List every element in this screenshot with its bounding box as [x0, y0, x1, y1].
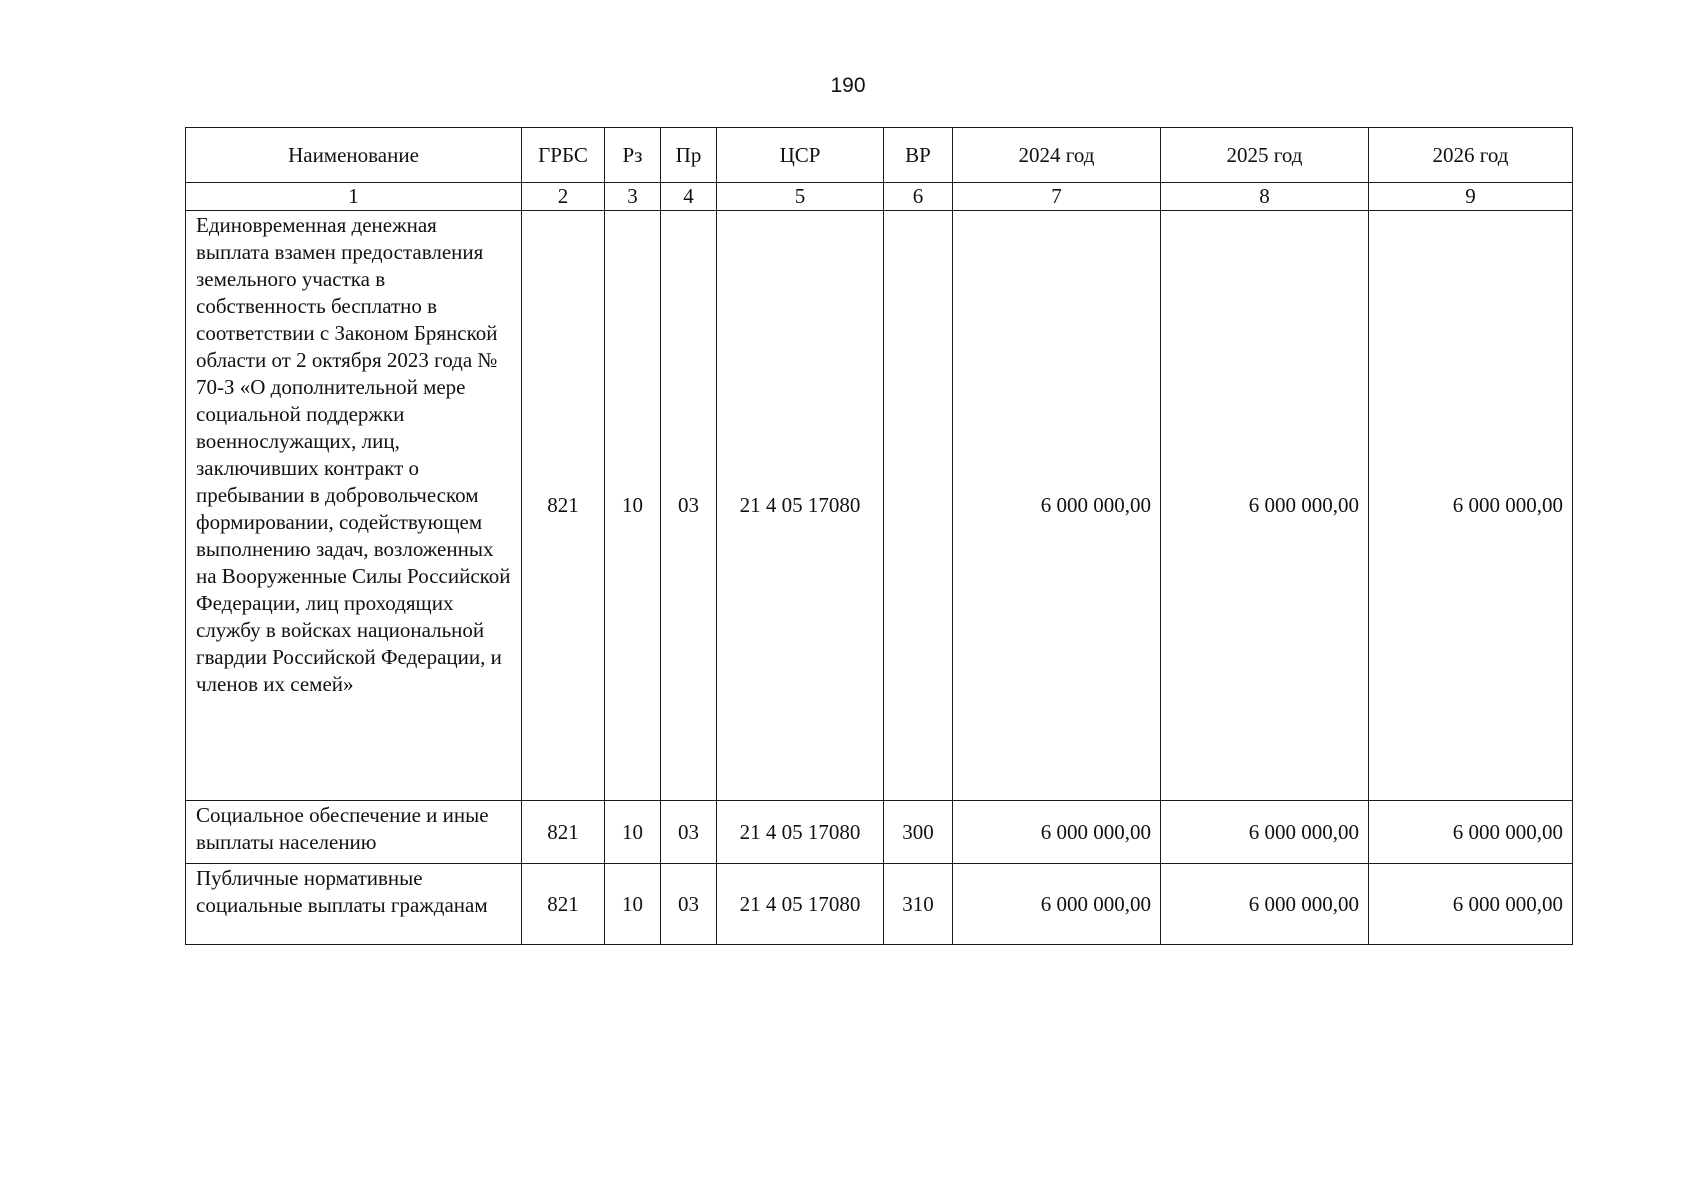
table-row — [186, 864, 1573, 945]
row-2024: 6 000 000,00 — [953, 211, 1161, 801]
header-vr: ВР — [884, 128, 953, 183]
row-csr: 21 4 05 17080 — [717, 801, 884, 864]
column-number: 8 — [1161, 183, 1369, 211]
budget-table — [185, 127, 1573, 945]
row-grbs: 821 — [522, 864, 605, 945]
header-row — [186, 128, 1573, 183]
column-number: 7 — [953, 183, 1161, 211]
row-2025: 6 000 000,00 — [1161, 864, 1369, 945]
row-vr — [884, 211, 953, 801]
row-2026: 6 000 000,00 — [1369, 864, 1573, 945]
row-2025: 6 000 000,00 — [1161, 211, 1369, 801]
header-pr: Пр — [661, 128, 717, 183]
column-number: 1 — [186, 183, 522, 211]
header-2026: 2026 год — [1369, 128, 1573, 183]
row-pr: 03 — [661, 211, 717, 801]
row-csr: 21 4 05 17080 — [717, 864, 884, 945]
row-vr: 310 — [884, 864, 953, 945]
table-row — [186, 211, 1573, 801]
row-grbs: 821 — [522, 211, 605, 801]
row-pr: 03 — [661, 801, 717, 864]
row-name: Социальное обеспечение и иные выплаты населению — [186, 801, 522, 864]
header-grbs: ГРБС — [522, 128, 605, 183]
row-name: Единовременная денежная выплата взамен предоставления земельного участка в собственность бесплатно в соответствии с Законом Брянской области от 2 октября 2023 года № 70-З «О дополнительной мере социальной поддержки военнослужащих, лиц, заключивших контракт о пребывании в добровольческом формировании, содействующем выполнению задач, возложенных на Вооруженные Силы Российской Федерации, лиц проходящих службу в войсках национальной гвардии Российской Федерации, и членов их семей» — [186, 211, 522, 801]
row-pr: 03 — [661, 864, 717, 945]
column-number: 6 — [884, 183, 953, 211]
row-rz: 10 — [605, 801, 661, 864]
header-rz: Рз — [605, 128, 661, 183]
row-rz: 10 — [605, 211, 661, 801]
header-2024: 2024 год — [953, 128, 1161, 183]
header-name: Наименование — [186, 128, 522, 183]
table-row — [186, 801, 1573, 864]
page-number: 190 — [830, 74, 866, 97]
header-csr: ЦСР — [717, 128, 884, 183]
row-2024: 6 000 000,00 — [953, 864, 1161, 945]
header-2025: 2025 год — [1161, 128, 1369, 183]
row-2024: 6 000 000,00 — [953, 801, 1161, 864]
row-grbs: 821 — [522, 801, 605, 864]
row-2026: 6 000 000,00 — [1369, 801, 1573, 864]
column-number: 9 — [1369, 183, 1573, 211]
row-vr: 300 — [884, 801, 953, 864]
column-number: 3 — [605, 183, 661, 211]
row-2026: 6 000 000,00 — [1369, 211, 1573, 801]
column-number-row — [186, 183, 1573, 211]
column-number: 2 — [522, 183, 605, 211]
row-2025: 6 000 000,00 — [1161, 801, 1369, 864]
row-rz: 10 — [605, 864, 661, 945]
row-csr: 21 4 05 17080 — [717, 211, 884, 801]
row-name: Публичные нормативные социальные выплаты гражданам — [186, 864, 522, 945]
column-number: 5 — [717, 183, 884, 211]
column-number: 4 — [661, 183, 717, 211]
